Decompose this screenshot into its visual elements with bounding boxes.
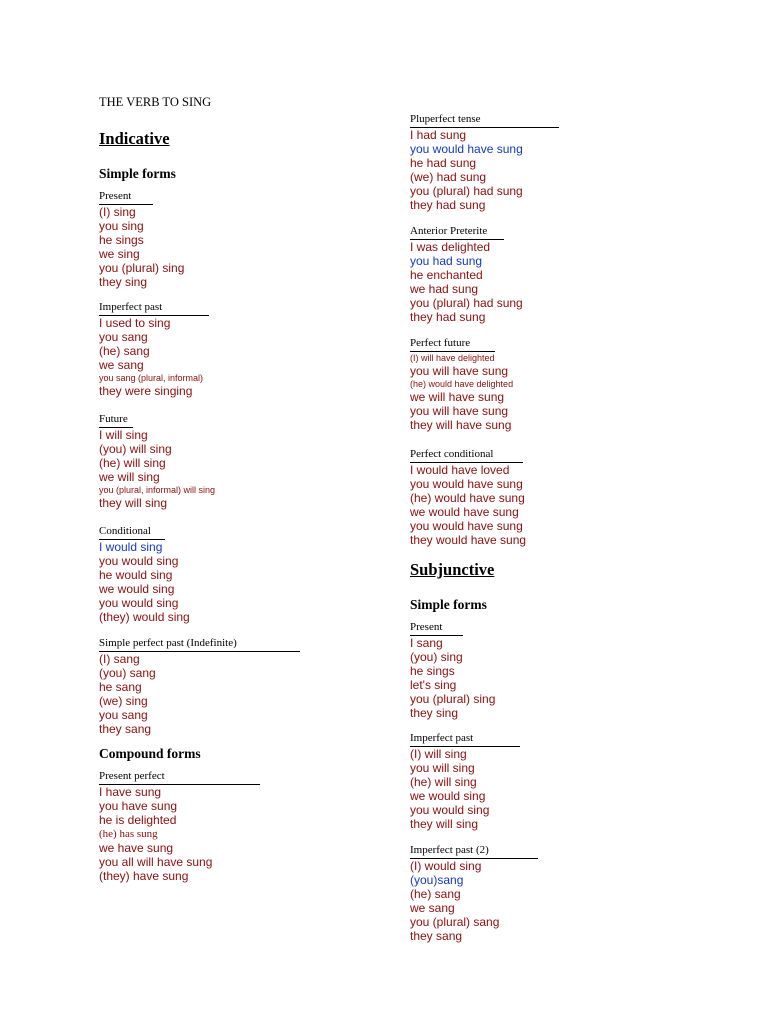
conjugation-line: you have sung xyxy=(99,799,178,813)
conjugation-list xyxy=(99,652,300,736)
conjugation-line: we have sung xyxy=(99,841,174,855)
conjugation-line: you would sing xyxy=(410,803,490,817)
conjugation-list xyxy=(99,205,185,289)
conjugation-line: (I) will have delighted xyxy=(410,353,495,363)
conjugation-line: you will sing xyxy=(410,761,475,775)
conjugation-line: they had sung xyxy=(410,198,486,212)
tense-label: Anterior Preterite xyxy=(410,225,504,240)
conjugation-line: (he) will sing xyxy=(99,456,166,470)
conjugation-line: you sang xyxy=(99,708,148,722)
conjugation-list xyxy=(410,128,559,212)
conjugation-line: I had sung xyxy=(410,128,467,142)
subjunctive-simple-heading: Simple forms xyxy=(410,597,487,612)
conjugation-line: they will sing xyxy=(99,496,168,510)
conjugation-list xyxy=(410,747,520,831)
conjugation-line: (you) sang xyxy=(99,666,156,680)
ind-conditional-block xyxy=(99,521,190,624)
conjugation-line: they would have sung xyxy=(410,533,527,547)
conjugation-line: (he) will sing xyxy=(410,775,477,789)
conjugation-line: I was delighted xyxy=(410,240,491,254)
conjugation-line: they will sing xyxy=(410,817,479,831)
tense-label: Perfect conditional xyxy=(410,448,523,463)
conjugation-line: I sang xyxy=(410,636,443,650)
tense-label: Conditional xyxy=(99,525,165,540)
conjugation-list xyxy=(410,636,495,720)
conjugation-line: you had sung xyxy=(410,254,483,268)
conjugation-line: you sing xyxy=(99,219,144,233)
subj-imperfect2-block xyxy=(410,840,538,943)
conjugation-line: he would sing xyxy=(99,568,173,582)
conjugation-line: we sang xyxy=(410,901,455,915)
conjugation-line: I used to sing xyxy=(99,316,171,330)
tense-label: Simple perfect past (Indefinite) xyxy=(99,637,300,652)
conjugation-line: you (plural, informal) will sing xyxy=(99,485,216,495)
conjugation-line: they sang xyxy=(410,929,463,943)
conjugation-line: you all will have sung xyxy=(99,855,213,869)
tense-label: Present perfect xyxy=(99,770,260,785)
conjugation-line: you sang (plural, informal) xyxy=(99,373,204,383)
conjugation-list xyxy=(99,785,260,883)
conjugation-line: let's sing xyxy=(410,678,457,692)
ind-perfect-future-block xyxy=(410,333,513,432)
ind-anterior-preterite-block xyxy=(410,221,523,324)
conjugation-line: you would sing xyxy=(99,596,179,610)
ind-perfect-conditional-block xyxy=(410,444,526,547)
conjugation-line: you (plural) sing xyxy=(410,692,496,706)
tense-label: Imperfect past xyxy=(410,732,520,747)
conjugation-line: you would sing xyxy=(99,554,179,568)
ind-future-block xyxy=(99,409,215,510)
conjugation-line: they sing xyxy=(99,275,148,289)
conjugation-line: we would sing xyxy=(99,582,175,596)
conjugation-line: (I) sang xyxy=(99,652,140,666)
conjugation-list xyxy=(410,240,523,324)
conjugation-list xyxy=(410,463,526,547)
conjugation-line: (they) would sing xyxy=(99,610,190,624)
tense-label: Imperfect past (2) xyxy=(410,844,538,859)
indicative-heading: Indicative xyxy=(99,129,170,148)
conjugation-line: you sang xyxy=(99,330,148,344)
conjugation-line: I will sing xyxy=(99,428,148,442)
conjugation-line: he sings xyxy=(410,664,455,678)
subj-imperfect-block xyxy=(410,728,520,831)
conjugation-line: you (plural) sang xyxy=(410,915,500,929)
document-title: THE VERB TO SING xyxy=(99,95,212,109)
conjugation-line: (I) will sing xyxy=(410,747,467,761)
conjugation-line: they sang xyxy=(99,722,152,736)
conjugation-line: you would have sung xyxy=(410,142,523,156)
conjugation-line: I would sing xyxy=(99,540,163,554)
conjugation-line: (he) has sung xyxy=(99,828,158,840)
conjugation-line: I would have loved xyxy=(410,463,510,477)
conjugation-line: we will have sung xyxy=(410,390,505,404)
subj-present-block xyxy=(410,617,495,720)
conjugation-line: (he) would have sung xyxy=(410,491,525,505)
conjugation-line: you will have sung xyxy=(410,404,509,418)
conjugation-list xyxy=(99,428,215,510)
ind-pluperfect-block xyxy=(410,109,559,212)
conjugation-line: he is delighted xyxy=(99,813,177,827)
conjugation-line: (I) would sing xyxy=(410,859,482,873)
tense-label: Pluperfect tense xyxy=(410,113,559,128)
conjugation-line: (I) sing xyxy=(99,205,136,219)
tense-label: Present xyxy=(99,190,153,205)
conjugation-line: (they) have sung xyxy=(99,869,189,883)
conjugation-line: they sing xyxy=(410,706,459,720)
conjugation-line: you (plural) had sung xyxy=(410,296,523,310)
conjugation-line: you (plural) had sung xyxy=(410,184,523,198)
conjugation-line: we would sing xyxy=(410,789,486,803)
conjugation-line: (you) sing xyxy=(410,650,463,664)
conjugation-line: they will have sung xyxy=(410,418,512,432)
conjugation-line: you would have sung xyxy=(410,477,523,491)
conjugation-list xyxy=(410,352,513,432)
indicative-simple-heading: Simple forms xyxy=(99,166,176,181)
conjugation-line: you will have sung xyxy=(410,364,509,378)
conjugation-list xyxy=(99,540,190,624)
tense-label: Perfect future xyxy=(410,337,495,352)
conjugation-list xyxy=(410,859,538,943)
conjugation-line: I have sung xyxy=(99,785,162,799)
ind-imperfect-block xyxy=(99,297,209,398)
ind-present-block xyxy=(99,186,185,289)
conjugation-line: (he) sang xyxy=(99,344,150,358)
conjugation-line: he sings xyxy=(99,233,144,247)
conjugation-line: (he) would have delighted xyxy=(410,379,514,389)
subjunctive-heading: Subjunctive xyxy=(410,560,495,579)
conjugation-line: (you)sang xyxy=(410,873,464,887)
conjugation-list xyxy=(99,316,209,398)
conjugation-line: we sing xyxy=(99,247,140,261)
ind-present-perfect-block xyxy=(99,766,260,883)
conjugation-line: you would have sung xyxy=(410,519,523,533)
conjugation-line: (we) sing xyxy=(99,694,148,708)
conjugation-line: he enchanted xyxy=(410,268,483,282)
conjugation-line: we would have sung xyxy=(410,505,519,519)
conjugation-line: you (plural) sing xyxy=(99,261,185,275)
tense-label: Future xyxy=(99,413,133,428)
conjugation-line: we will sing xyxy=(99,470,160,484)
conjugation-line: he sang xyxy=(99,680,142,694)
tense-label: Present xyxy=(410,621,463,636)
compound-forms-heading: Compound forms xyxy=(99,746,201,761)
conjugation-line: he had sung xyxy=(410,156,477,170)
conjugation-line: (he) sang xyxy=(410,887,461,901)
conjugation-line: (you) will sing xyxy=(99,442,172,456)
ind-simple-perfect-block xyxy=(99,633,300,736)
tense-label: Imperfect past xyxy=(99,301,209,316)
conjugation-line: (we) had sung xyxy=(410,170,487,184)
conjugation-line: they were singing xyxy=(99,384,193,398)
conjugation-line: they had sung xyxy=(410,310,486,324)
conjugation-line: we sang xyxy=(99,358,144,372)
conjugation-line: we had sung xyxy=(410,282,479,296)
